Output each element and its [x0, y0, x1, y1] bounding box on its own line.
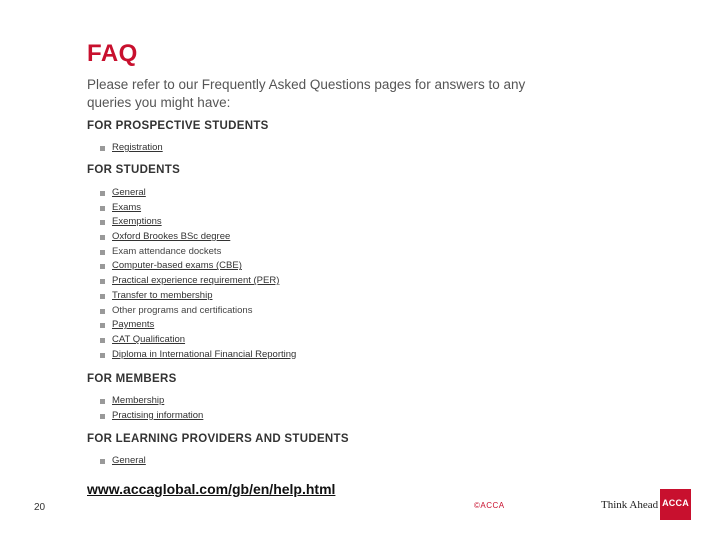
- logo-text: ACCA: [662, 498, 689, 508]
- link-practical-experience[interactable]: Practical experience requirement (PER): [112, 275, 280, 287]
- list-item: [100, 318, 296, 333]
- copyright-text: ©ACCA: [474, 501, 505, 510]
- list-item: [100, 141, 163, 156]
- section-list-prospective-students: [100, 141, 163, 156]
- list-item: [100, 304, 296, 319]
- list-item: [100, 333, 296, 348]
- link-cat-qualification[interactable]: CAT Qualification: [112, 333, 186, 345]
- bullet-icon: [100, 323, 105, 328]
- link-transfer-membership[interactable]: Transfer to membership: [112, 289, 213, 301]
- link-practising-information[interactable]: Practising information: [112, 409, 204, 421]
- bullet-icon: [100, 206, 105, 211]
- bullet-icon: [100, 294, 105, 299]
- list-item: [100, 245, 296, 260]
- list-item: [100, 215, 296, 230]
- list-item: [100, 394, 203, 409]
- section-list-members: [100, 394, 203, 423]
- bullet-icon: [100, 250, 105, 255]
- bullet-icon: [100, 220, 105, 225]
- bullet-icon: [100, 459, 105, 464]
- list-item: [100, 454, 146, 469]
- section-heading-members: FOR MEMBERS: [87, 373, 177, 385]
- list-item: [100, 259, 296, 274]
- link-computer-based-exams[interactable]: Computer-based exams (CBE): [112, 260, 242, 272]
- link-registration[interactable]: Registration: [112, 142, 163, 153]
- link-diploma-ifr[interactable]: Diploma in International Financial Reporting: [112, 348, 297, 360]
- link-payments[interactable]: Payments: [112, 319, 155, 331]
- bullet-icon: [100, 191, 105, 196]
- list-item: [100, 289, 296, 304]
- link-oxford-brookes[interactable]: Oxford Brookes BSc degree: [112, 231, 231, 243]
- list-item: [100, 409, 203, 424]
- bullet-icon: [100, 235, 105, 240]
- intro-text: Please refer to our Frequently Asked Questions pages for answers to any queries you might have:: [87, 77, 526, 110]
- page-number: 20: [34, 502, 46, 513]
- link-general[interactable]: General: [112, 187, 146, 198]
- list-item: [100, 186, 296, 201]
- text-exam-attendance-dockets: Exam attendance dockets: [112, 245, 222, 257]
- page-title: FAQ: [87, 40, 138, 67]
- bullet-icon: [100, 338, 105, 343]
- section-list-learning-providers: [100, 454, 146, 469]
- bullet-icon: [100, 264, 105, 269]
- link-exams[interactable]: Exams: [112, 201, 142, 213]
- bullet-icon: [100, 399, 105, 404]
- section-list-students: [100, 186, 296, 362]
- link-membership[interactable]: Membership: [112, 395, 165, 406]
- bullet-icon: [100, 146, 105, 151]
- acca-logo: [660, 489, 691, 520]
- link-exemptions[interactable]: Exemptions: [112, 216, 162, 228]
- list-item: [100, 230, 296, 245]
- section-heading-prospective-students: FOR PROSPECTIVE STUDENTS: [87, 120, 269, 132]
- section-heading-students: FOR STUDENTS: [87, 164, 181, 176]
- help-url-link[interactable]: www.accaglobal.com/gb/en/help.html: [87, 481, 336, 497]
- tagline: Think Ahead: [601, 499, 659, 511]
- bullet-icon: [100, 414, 105, 419]
- list-item: [100, 274, 296, 289]
- section-heading-learning-providers: FOR LEARNING PROVIDERS AND STUDENTS: [87, 433, 349, 445]
- bullet-icon: [100, 353, 105, 358]
- bullet-icon: [100, 309, 105, 314]
- list-item: [100, 201, 296, 216]
- link-general-providers[interactable]: General: [112, 455, 146, 466]
- bullet-icon: [100, 279, 105, 284]
- list-item: [100, 348, 296, 363]
- text-other-programs: Other programs and certifications: [112, 304, 253, 316]
